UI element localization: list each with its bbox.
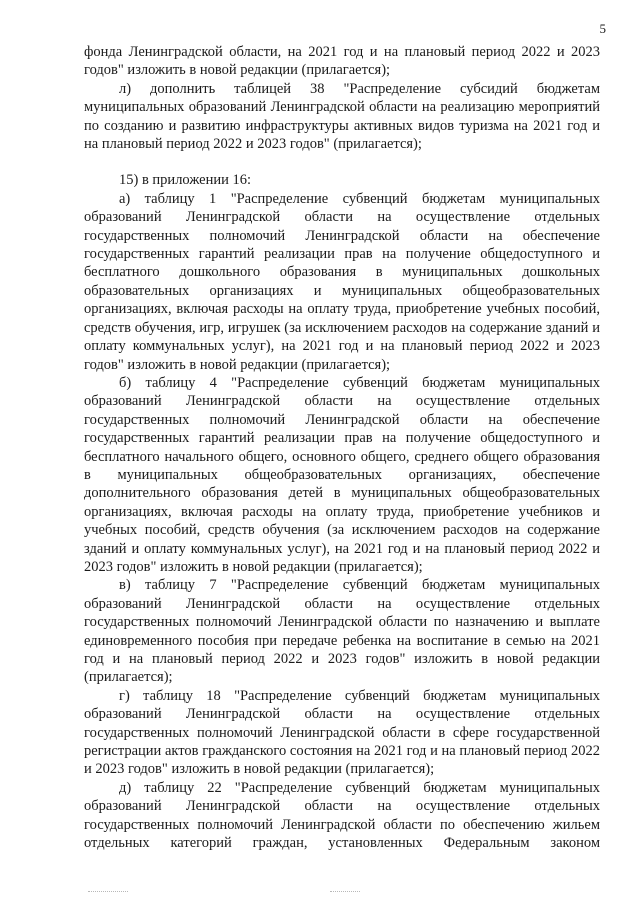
paragraph-item-b: б) таблицу 4 "Распределение субвенций бюджетам муниципальных образований Ленинградской области на осуществление отдельных государственных полномочий Ленинградской области на обеспечение государственных гарантий реализации прав на получение общедоступного и бесплатного начального общего, основного общего, среднего общего образования в муниципальных общеобразовательных организациях, обеспечение дополнительного образования детей в муниципальных общеобразовательных организациях, включая расходы на оплату труда, приобретение учебников и учебных пособий, средств обучения (за исключением расходов на содержание зданий и оплату коммунальных услуг), на 2021 год и на плановый период 2022 и 2023 годов" изложить в новой редакции (прилагается);: [84, 374, 600, 575]
paragraph-intro-continuation: фонда Ленинградской области, на 2021 год и на плановый период 2022 и 2023 годов" изложить в новой редакции (прилагается);: [84, 44, 600, 79]
paragraph-item-d: д) таблицу 22 "Распределение субвенций бюджетам муниципальных образований Ленинградской области на осуществление отдельных государственных полномочий Ленинградской области по обеспечению жильем отдельных категорий граждан, установленных Федеральным законом: [84, 779, 600, 852]
page-number: 5: [599, 21, 606, 36]
paragraph-item-v: в) таблицу 7 "Распределение субвенций бюджетам муниципальных образований Ленинградской области на осуществление отдельных государственных полномочий Ленинградской области по назначению и выплате единовременного пособия при передаче ребенка на воспитание в семью на 2021 год и на плановый период 2022 и 2023 годов" изложить в новой редакции (прилагается);: [84, 577, 600, 686]
scan-artifact-right: [330, 891, 360, 893]
paragraph-item-a: а) таблицу 1 "Распределение субвенций бюджетам муниципальных образований Ленинградской области на осуществление отдельных государственных полномочий Ленинградской области на обеспечение государственных гарантий реализации прав на получение общедоступного и бесплатного дошкольного образования в муниципальных дошкольных образовательных организациях и муниципальных общеобразовательных организациях, включая расходы на оплату труда, приобретение учебных пособий, средств обучения, игр, игрушек (за исключением расходов на содержание зданий и оплату коммунальных услуг), на 2021 год и на плановый период 2022 и 2023 годов" изложить в новой редакции (прилагается);: [84, 190, 600, 373]
paragraph-item-g: г) таблицу 18 "Распределение субвенций бюджетам муниципальных образований Ленинградской области на осуществление отдельных государственных полномочий Ленинградской области в сфере государственной регистрации актов гражданского состояния на 2021 год и на плановый период 2022 и 2023 годов" изложить в новой редакции (прилагается);: [84, 687, 600, 778]
document-body: [84, 43, 600, 852]
paragraph-item-15: 15) в приложении 16:: [119, 172, 252, 189]
paragraph-item-l: л) дополнить таблицей 38 "Распределение субсидий бюджетам муниципальных образований Ленинградской области на реализацию мероприятий по созданию и развитию инфраструктуры активных видов туризма на 2021 год и на плановый период 2022 и 2023 годов" (прилагается);: [84, 80, 600, 153]
scan-artifact-left: [88, 891, 128, 893]
